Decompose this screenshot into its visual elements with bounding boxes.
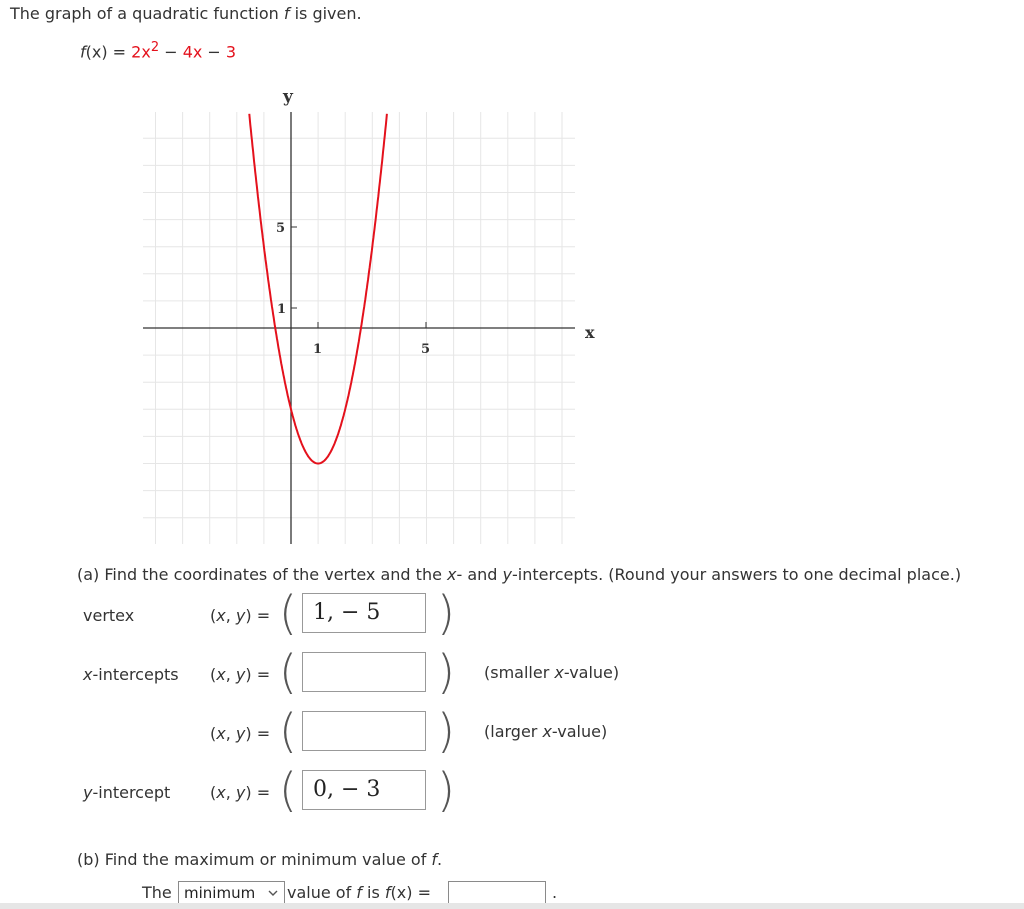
fn-term3: 3	[225, 42, 237, 62]
xy-label	[210, 606, 270, 626]
value-statement	[287, 883, 431, 903]
x-tick-label-5: 5	[421, 342, 431, 357]
fx-f: f	[384, 883, 391, 902]
y-intercept-answer-field[interactable]: 0, − 3	[302, 770, 426, 810]
y-tick-label-5: 5	[276, 221, 286, 236]
xy-x: x	[216, 665, 226, 684]
note-text-end: -value)	[551, 722, 608, 741]
part-a-prompt	[77, 565, 961, 585]
xy-comma: ,	[225, 783, 236, 802]
xy-eq: =	[251, 724, 271, 743]
fn-lhs: (x) =	[85, 42, 132, 62]
part-a-text-2: - and	[456, 565, 503, 584]
fn-f: f	[80, 42, 86, 62]
note-x: x	[554, 663, 564, 682]
x-intercept-smaller-field[interactable]	[302, 652, 426, 692]
right-paren: )	[437, 586, 455, 640]
xy-y: y	[235, 606, 246, 625]
x-axis-label: x	[585, 323, 595, 342]
final-period: .	[552, 883, 558, 902]
part-b-prompt	[77, 850, 442, 870]
xy-open: (	[210, 606, 217, 625]
left-paren: (	[279, 586, 297, 640]
xy-y: y	[235, 665, 246, 684]
smaller-x-note	[484, 663, 619, 683]
fn-minus1: −	[159, 42, 183, 62]
the-label: The	[142, 883, 172, 902]
part-b-f: f	[431, 850, 438, 869]
vertex-label: vertex	[83, 606, 135, 625]
left-paren: (	[279, 704, 297, 758]
xy-close: )	[245, 783, 252, 802]
bottom-scroll-bar	[0, 903, 1024, 909]
xy-y: y	[235, 783, 246, 802]
part-b-period: .	[437, 850, 443, 869]
left-paren: (	[279, 763, 297, 817]
xy-comma: ,	[225, 665, 236, 684]
right-paren: )	[437, 763, 455, 817]
xy-label	[210, 783, 270, 803]
xy-eq: =	[251, 783, 271, 802]
xy-comma: ,	[225, 606, 236, 625]
xy-eq: =	[251, 665, 271, 684]
x-int-rest: -intercepts	[92, 665, 179, 684]
statement-text: The graph of a quadratic function	[10, 4, 284, 23]
vertex-answer-field[interactable]: 1, − 5	[302, 593, 426, 633]
xy-open: (	[210, 665, 217, 684]
x-intercept-larger-field[interactable]	[302, 711, 426, 751]
fn-minus2: −	[202, 42, 226, 62]
y-int-rest: -intercept	[92, 783, 171, 802]
note-text-end: -value)	[563, 663, 620, 682]
fn-exponent: 2	[150, 40, 160, 55]
fx-rest: (x) =	[390, 883, 431, 902]
note-text: (larger	[484, 722, 543, 741]
xy-x: x	[216, 724, 226, 743]
x-tick-label-1: 1	[313, 342, 323, 357]
x-int-x: x	[83, 665, 93, 684]
xy-close: )	[245, 665, 252, 684]
statement-text-end: is given.	[289, 4, 362, 23]
extreme-value-field[interactable]	[448, 881, 546, 905]
value-f: f	[356, 883, 362, 902]
xy-close: )	[245, 724, 252, 743]
xy-x: x	[216, 783, 226, 802]
xy-y: y	[235, 724, 246, 743]
fn-term2: 4x	[182, 42, 203, 62]
chevron-down-icon	[268, 890, 278, 897]
y-int-y: y	[83, 783, 93, 802]
part-a-text-3: -intercepts. (Round your answers to one decimal place.)	[512, 565, 962, 584]
part-a-x: x	[447, 565, 457, 584]
note-x: x	[542, 722, 552, 741]
fn-term1: 2x	[131, 42, 151, 62]
part-a-y: y	[502, 565, 512, 584]
xy-comma: ,	[225, 724, 236, 743]
y-intercept-label	[83, 783, 170, 803]
xy-eq: =	[251, 606, 271, 625]
xy-label	[210, 724, 270, 744]
x-intercepts-label	[83, 665, 179, 685]
is-text: is	[361, 883, 385, 902]
y-tick-label-1: 1	[277, 302, 287, 317]
xy-label	[210, 665, 270, 685]
statement-f: f	[283, 4, 290, 23]
larger-x-note	[484, 722, 607, 742]
value-of-text: value of	[287, 883, 357, 902]
left-paren: (	[279, 645, 297, 699]
note-text: (smaller	[484, 663, 555, 682]
xy-open: (	[210, 724, 217, 743]
part-a-text-1: (a) Find the coordinates of the vertex and the	[77, 565, 448, 584]
xy-close: )	[245, 606, 252, 625]
right-paren: )	[437, 704, 455, 758]
y-axis-label: y	[283, 87, 293, 107]
xy-x: x	[216, 606, 226, 625]
part-b-text: (b) Find the maximum or minimum value of	[77, 850, 432, 869]
xy-open: (	[210, 783, 217, 802]
right-paren: )	[437, 645, 455, 699]
max-min-select[interactable]	[178, 881, 285, 905]
select-value: minimum	[184, 884, 256, 902]
